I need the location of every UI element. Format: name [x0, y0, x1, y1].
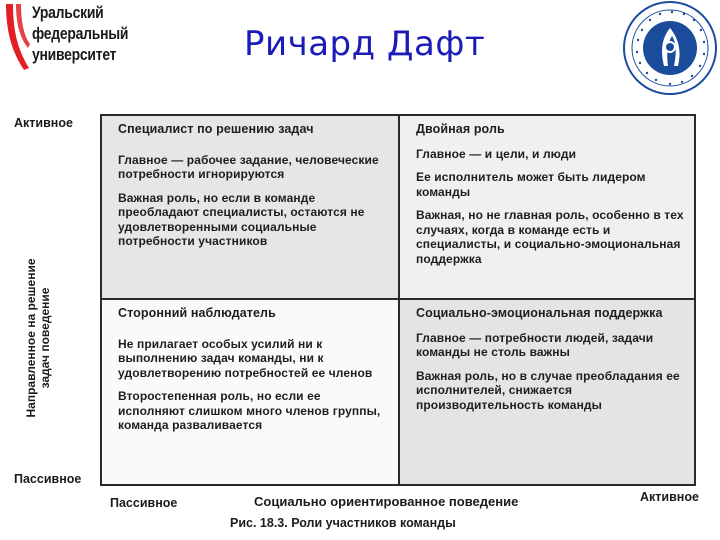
y-axis-title [13, 254, 53, 424]
quadrant-text: Ее исполнитель может быть лидером команды [416, 170, 646, 199]
department-seal-icon [622, 0, 718, 96]
quadrant-text: Важная, но не главная роль, особенно в тех случаях, когда в команде есть и специалисты, и социально-эмоциональная поддержка [416, 208, 684, 266]
quadrant-socioemotional [400, 300, 694, 484]
quadrant-nonparticipant [102, 300, 400, 484]
y-axis-top-label: Активное [14, 116, 73, 130]
university-name-line-3: университет [32, 45, 117, 64]
quadrant-title: Специалист по решению задач [118, 122, 314, 136]
team-roles-figure [0, 104, 720, 540]
university-emblem-icon [2, 2, 32, 72]
university-logo [2, 0, 129, 72]
figure-caption: Рис. 18.3. Роли участников команды [230, 516, 456, 530]
university-name [32, 2, 149, 65]
y-axis-bottom-label: Пассивное [14, 472, 82, 486]
university-name-line-2: федеральный [32, 24, 129, 43]
quadrant-text: Главное — и цели, и люди [416, 146, 577, 161]
quadrant-title: Двойная роль [416, 122, 505, 136]
quadrant-text: Важная роль, но в случае преобладания ее исполнителей, снижается производительность команды [416, 368, 680, 412]
roles-matrix [100, 114, 696, 486]
quadrant-text: Главное — рабочее задание, человеческие потребности игнорируются [118, 152, 379, 181]
quadrant-text: Не прилагает особых усилий ни к выполнению задач команды, ни к удовлетворению потребностей ее членов [118, 336, 373, 380]
y-axis-title-text: Направленное на решение задач поведение [24, 258, 52, 418]
x-axis-left-label: Пассивное [110, 496, 178, 510]
quadrant-text: Главное — потребности людей, задачи команды не столь важны [416, 330, 654, 359]
quadrant-title: Сторонний наблюдатель [118, 306, 276, 320]
quadrant-task-specialist [102, 116, 400, 300]
quadrant-text: Важная роль, но если в команде преобладают специалисты, остаются не удовлетворенными социальные потребности участников [118, 190, 365, 248]
quadrant-dual-role [400, 116, 694, 300]
quadrant-title: Социально-эмоциональная поддержка [416, 306, 663, 320]
quadrant-text: Второстепенная роль, но если ее исполняют слишком много членов группы, команда разваливается [118, 389, 381, 432]
university-name-line-1: Уральский [32, 3, 104, 22]
x-axis-title: Социально ориентированное поведение [254, 494, 519, 509]
slide-title: Ричард Дафт [244, 24, 486, 64]
x-axis-right-label: Активное [640, 490, 699, 504]
